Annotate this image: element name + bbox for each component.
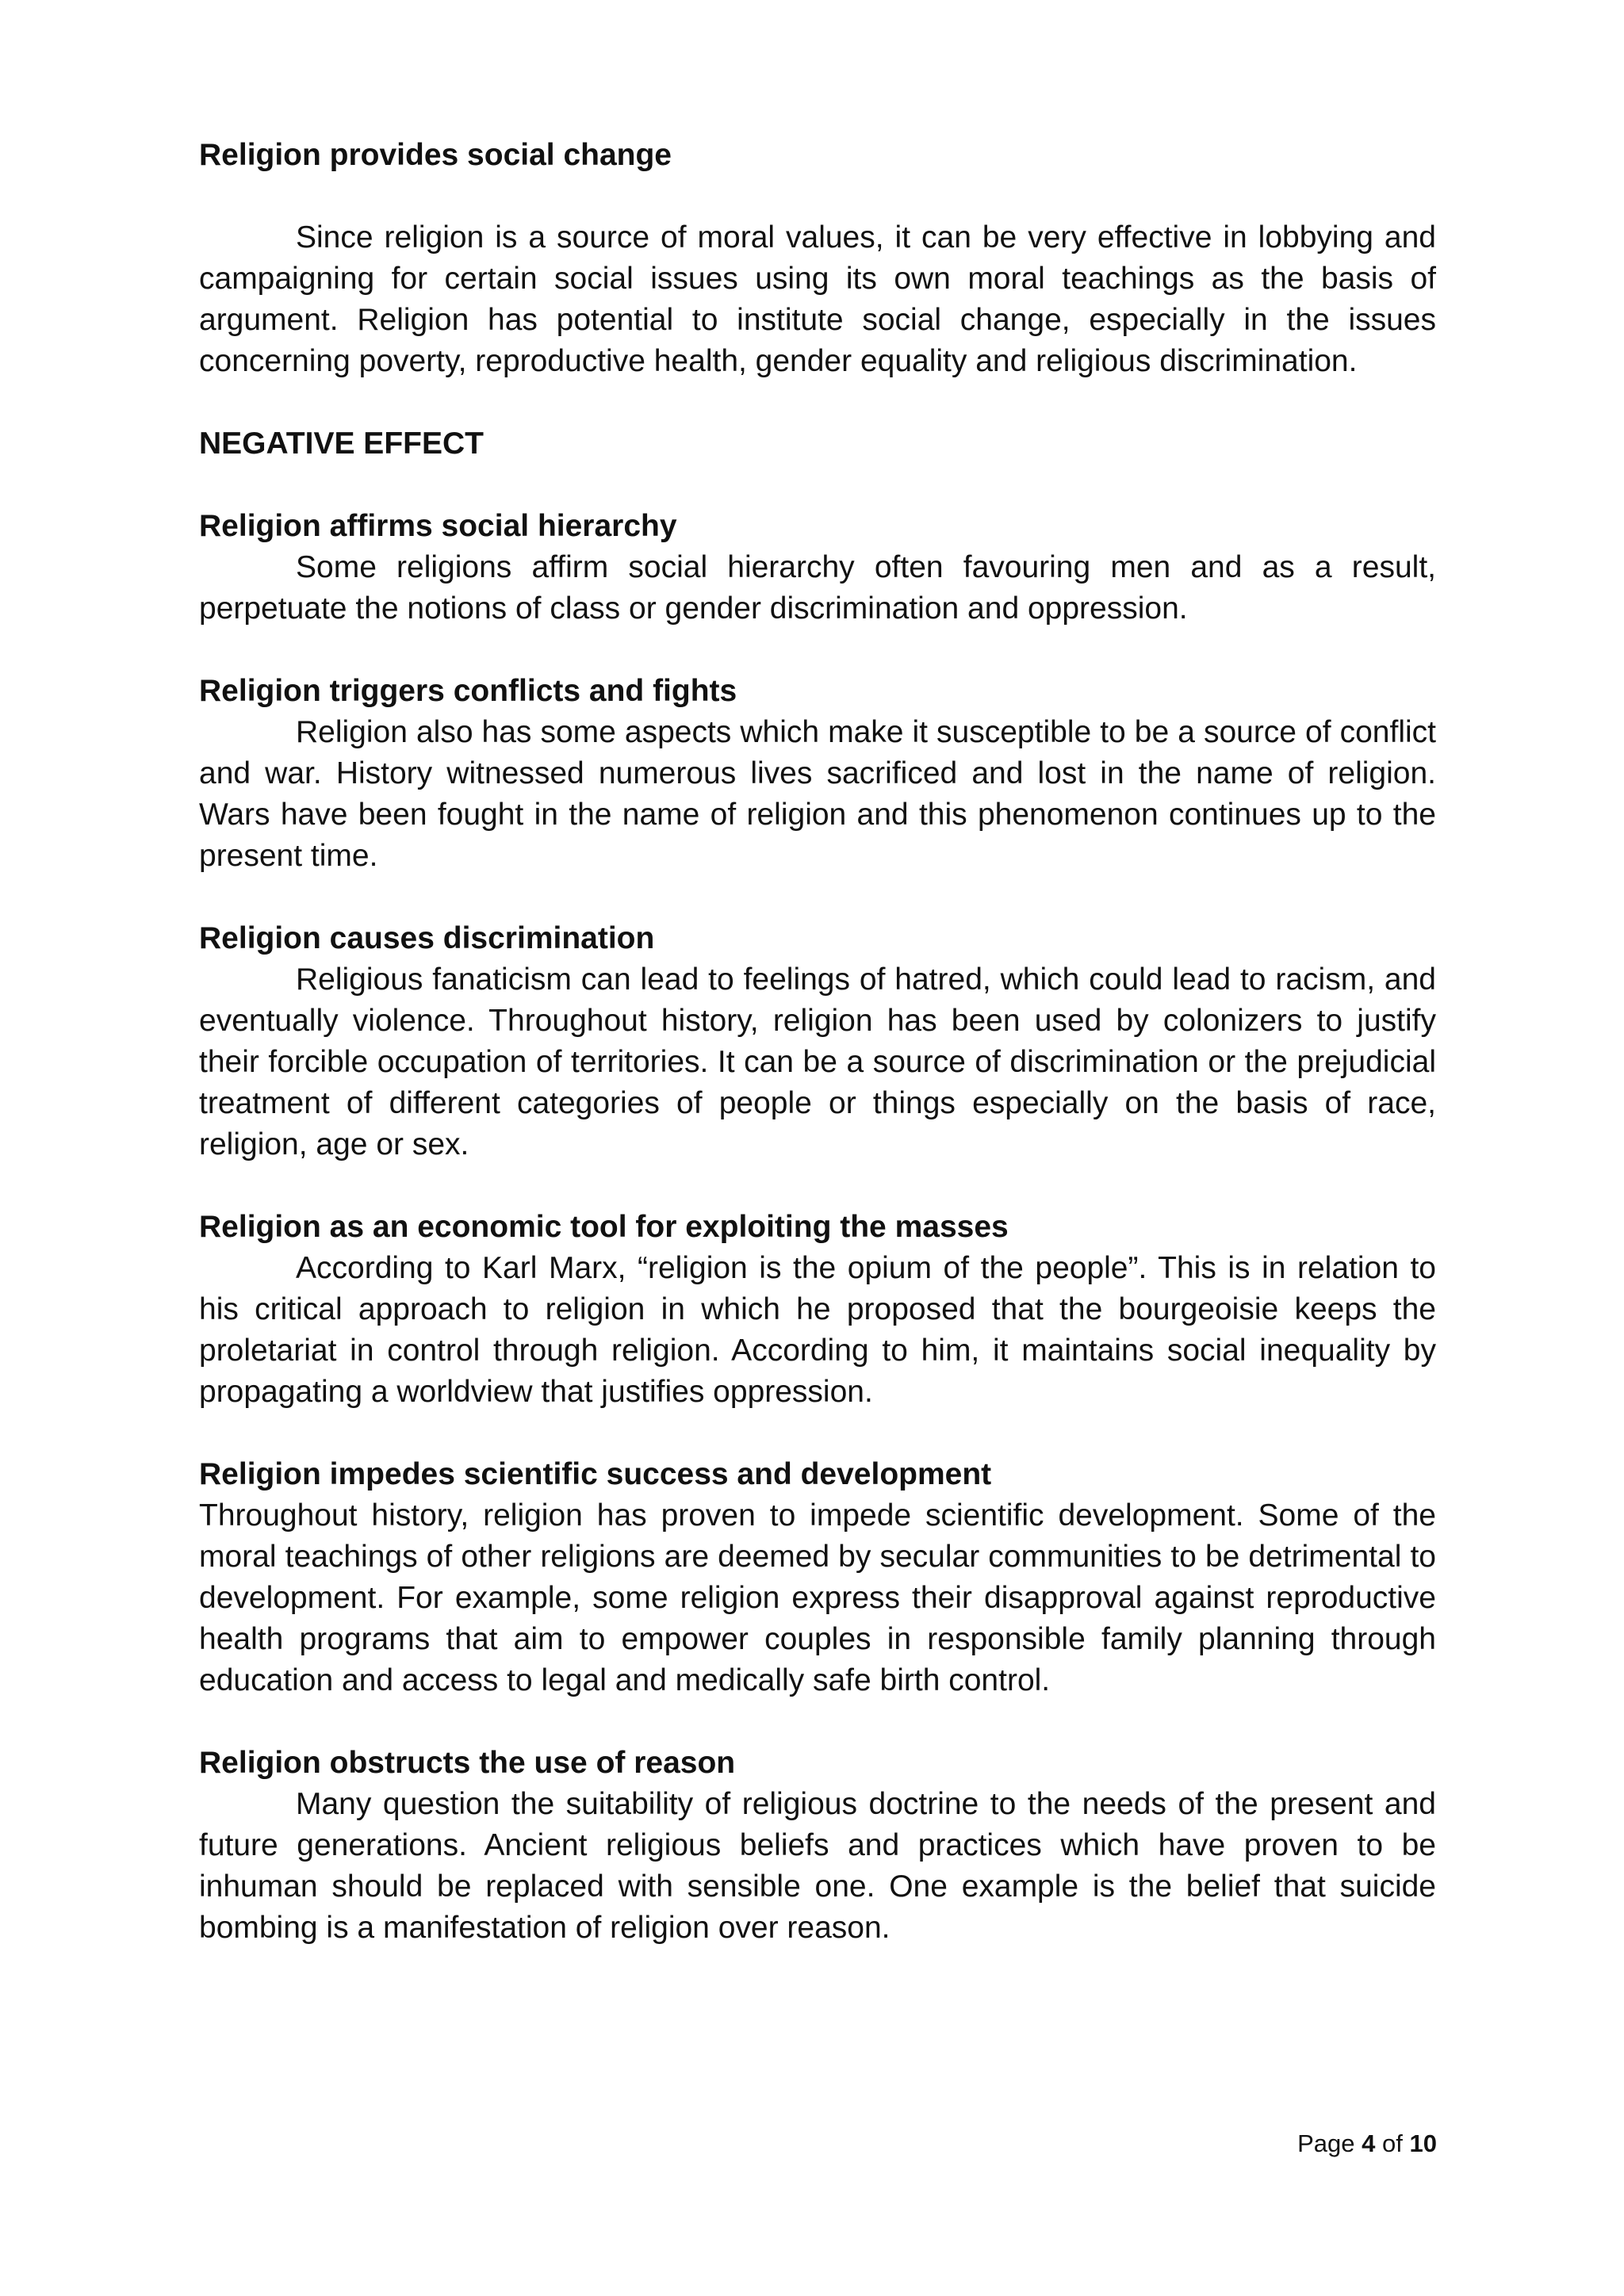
- section-heading: Religion impedes scientific success and development: [199, 1457, 992, 1491]
- section-economic-tool: [199, 1207, 1436, 1413]
- section-body: Religious fanaticism can lead to feelings of hatred, which could lead to racism, and eventually violence. Throughout history, religion has been used by colonizers to justify their forcible occupation of territories. It can be a source of discrimination or the prejudicial treatment of different categories of people or things especially on the basis of race, religion, age or sex.: [199, 962, 1436, 1161]
- current-page-number: 4: [1362, 2130, 1376, 2157]
- page-number-footer: [1237, 2128, 1437, 2160]
- section-heading: Religion affirms social hierarchy: [199, 509, 677, 543]
- section-discrimination: [199, 918, 1436, 1165]
- section-heading: Religion causes discrimination: [199, 921, 655, 955]
- section-heading: Religion provides social change: [199, 138, 672, 172]
- section-body: Many question the suitability of religious doctrine to the needs of the present and future generations. Ancient religious beliefs and practices which have proven to be inhuman should be replaced with sensible one. One example is the belief that suicide bombing is a manifestation of religion over reason.: [199, 1787, 1436, 1945]
- section-body: Since religion is a source of moral values, it can be very effective in lobbying and campaigning for certain social issues using its own moral teachings as the basis of argument. Religion has potential to institute social change, especially in the issues concerning poverty, reproductive health, gender equality and religious discrimination.: [199, 220, 1436, 378]
- section-negative-effect: [199, 423, 1436, 465]
- document-page: [199, 135, 1436, 1949]
- page-label: Page: [1297, 2130, 1355, 2157]
- section-conflicts: [199, 671, 1436, 877]
- total-pages-number: 10: [1409, 2130, 1437, 2157]
- section-body: Religion also has some aspects which make it susceptible to be a source of conflict and war. History witnessed numerous lives sacrificed and lost in the name of religion. Wars have been fought in the name of religion and this phenomenon continues up to the present time.: [199, 715, 1436, 873]
- section-heading: Religion obstructs the use of reason: [199, 1746, 736, 1780]
- section-use-of-reason: [199, 1743, 1436, 1949]
- section-scientific-development: [199, 1454, 1436, 1701]
- section-heading: Religion as an economic tool for exploiting the masses: [199, 1210, 1009, 1244]
- section-heading: NEGATIVE EFFECT: [199, 427, 484, 461]
- of-label: of: [1382, 2130, 1403, 2157]
- section-heading: Religion triggers conflicts and fights: [199, 674, 737, 708]
- section-social-change: [199, 135, 1436, 382]
- section-body: According to Karl Marx, “religion is the opium of the people”. This is in relation to his critical approach to religion in which he proposed that the bourgeoisie keeps the proletariat in control through religion. According to him, it maintains social inequality by propagating a worldview that justifies oppression.: [199, 1251, 1436, 1409]
- section-social-hierarchy: [199, 506, 1436, 629]
- section-body: Throughout history, religion has proven to impede scientific development. Some of the moral teachings of other religions are deemed by secular communities to be detrimental to development. For example, some religion express their disapproval against reproductive health programs that aim to empower couples in responsible family planning through education and access to legal and medically safe birth control.: [199, 1498, 1436, 1697]
- section-body: Some religions affirm social hierarchy often favouring men and as a result, perpetuate the notions of class or gender discrimination and oppression.: [199, 550, 1436, 626]
